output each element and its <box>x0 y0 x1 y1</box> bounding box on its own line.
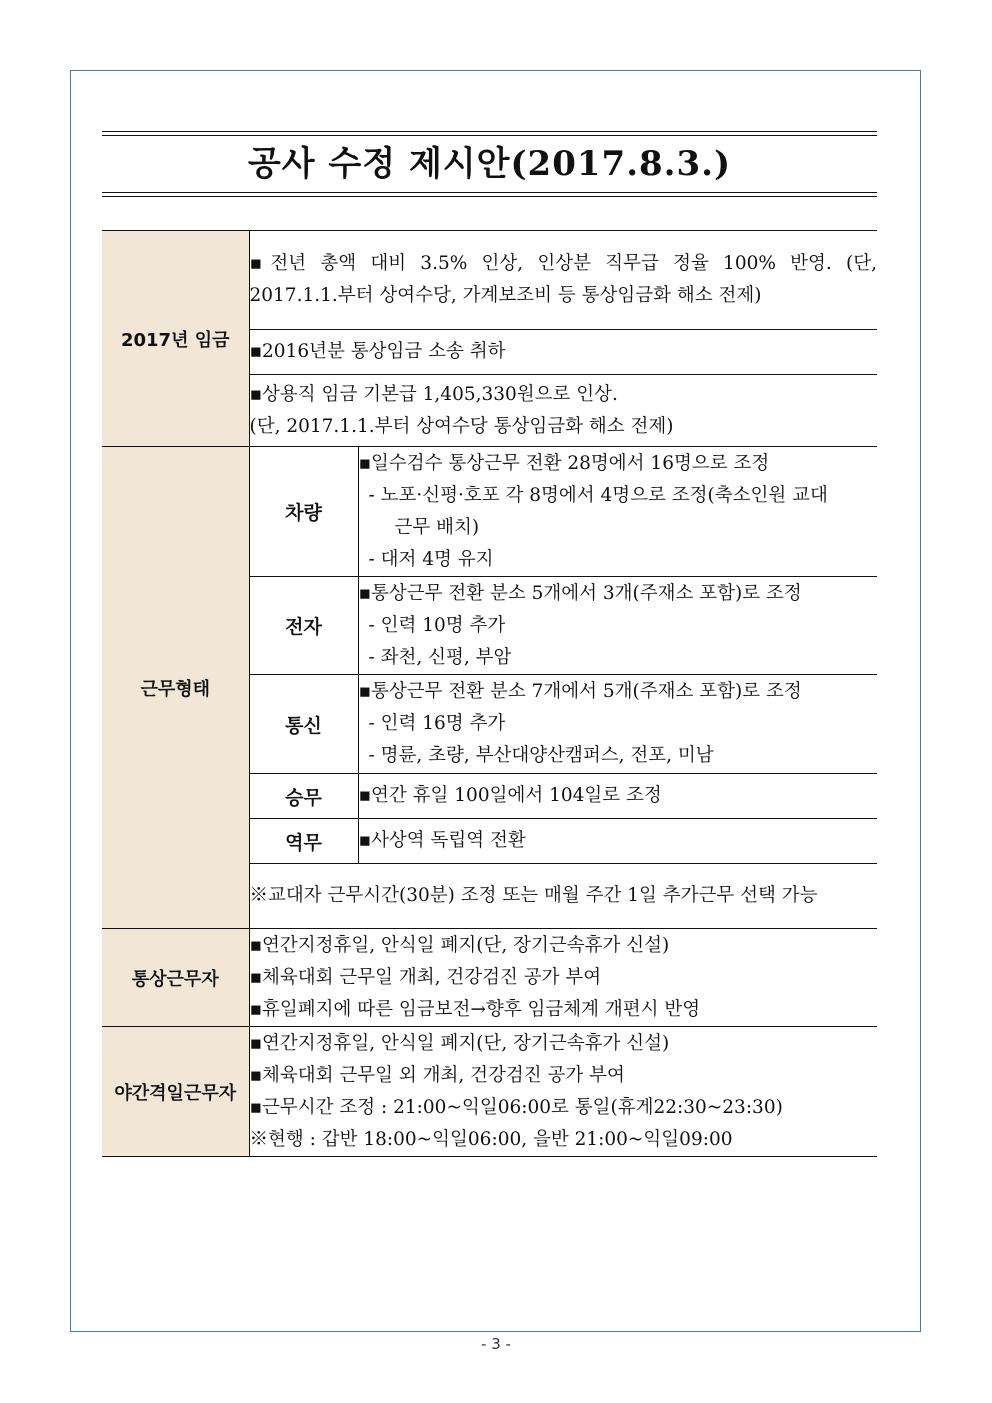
night-line-1: ▪연간지정휴일, 안식일 폐지(단, 장기근속휴가 신설) <box>249 1032 670 1054</box>
night-line-2: ▪체육대회 근무일 외 개최, 건강검진 공가 부여 <box>249 1064 625 1086</box>
comm-line-2: - 인력 16명 추가 <box>368 713 506 734</box>
crew-line-1: ▪연간 휴일 100일에서 104일로 조정 <box>358 774 877 819</box>
title-rule-bottom-inner <box>102 192 877 193</box>
electric-line-1: ▪통상근무 전환 분소 5개에서 3개(주재소 포함)로 조정 <box>358 582 802 604</box>
regular-row <box>102 929 877 1027</box>
comm-line-1: ▪통상근무 전환 분소 7개에서 5개(주재소 포함)로 조정 <box>358 681 802 702</box>
vehicle-label: 차량 <box>249 447 358 577</box>
night-cell <box>249 1027 877 1157</box>
wage-temp-line-2: (단, 2017.1.1.부터 상여수당 통상임금화 해소 전제) <box>249 415 674 437</box>
night-line-3: ▪근무시간 조정 : 21:00~익일06:00로 통일(휴게22:30~23:30) <box>249 1096 783 1118</box>
night-line-4: ※현행 : 갑반 18:00~익일06:00, 을반 21:00~익일09:00 <box>249 1128 733 1150</box>
regular-worker-label: 통상근무자 <box>102 929 249 1027</box>
regular-line-2: ▪체육대회 근무일 개최, 건강검진 공가 부여 <box>249 966 602 988</box>
vehicle-cell <box>358 447 877 577</box>
wage-lawsuit-text: ▪2016년분 통상임금 소송 취하 <box>249 330 877 375</box>
work-note: ※교대자 근무시간(30분) 조정 또는 매월 주간 1일 추가근무 선택 가능 <box>249 864 877 929</box>
comm-line-3: - 명륜, 초량, 부산대양산캠퍼스, 전포, 미남 <box>368 745 714 766</box>
station-line-1: ▪사상역 독립역 전환 <box>358 819 877 864</box>
comm-cell <box>358 675 877 774</box>
electric-line-3: - 좌천, 신평, 부암 <box>368 646 512 668</box>
title-rule-top <box>102 131 877 132</box>
electric-cell <box>358 577 877 675</box>
wage-temp-cell <box>249 375 877 447</box>
work-vehicle-row <box>102 447 877 577</box>
comm-label: 통신 <box>249 675 358 774</box>
night-row <box>102 1027 877 1157</box>
wage-temp-line-1: ▪상용직 임금 기본급 1,405,330원으로 인상. <box>249 383 618 405</box>
page-number: - 3 - <box>481 1335 511 1353</box>
vehicle-line-1: ▪일수검수 통상근무 전환 28명에서 16명으로 조정 <box>358 452 770 474</box>
crew-label: 승무 <box>249 774 358 819</box>
title-rule-top-inner <box>102 135 877 136</box>
regular-cell <box>249 929 877 1027</box>
proposal-table <box>102 230 877 1157</box>
regular-line-1: ▪연간지정휴일, 안식일 폐지(단, 장기근속휴가 신설) <box>249 934 670 956</box>
station-label: 역무 <box>249 819 358 864</box>
vehicle-line-3: 근무 배치) <box>394 516 480 538</box>
regular-line-3: ▪휴일폐지에 따른 임금보전→향후 임금체계 개편시 반영 <box>249 998 701 1020</box>
vehicle-line-2: - 노포·신평·호포 각 8명에서 4명으로 조정(축소인원 교대 <box>368 484 828 506</box>
page-title: 공사 수정 제시안(2017.8.3.) <box>247 144 732 184</box>
work-type-label: 근무형태 <box>102 447 249 929</box>
vehicle-line-4: - 대저 4명 유지 <box>368 548 494 570</box>
electric-line-2: - 인력 10명 추가 <box>368 614 506 636</box>
title-rule-bottom <box>102 196 877 197</box>
night-worker-label: 야간격일근무자 <box>102 1027 249 1157</box>
wage-increase-text: ▪전년 총액 대비 3.5% 인상, 인상분 직무급 정율 100% 반영. (단, 2017.1.1.부터 상여수당, 가계보조비 등 통상임금화 해소 전제) <box>249 231 877 330</box>
electric-label: 전자 <box>249 577 358 675</box>
wage-row-1 <box>102 231 877 330</box>
wage-label: 2017년 임금 <box>102 231 249 447</box>
